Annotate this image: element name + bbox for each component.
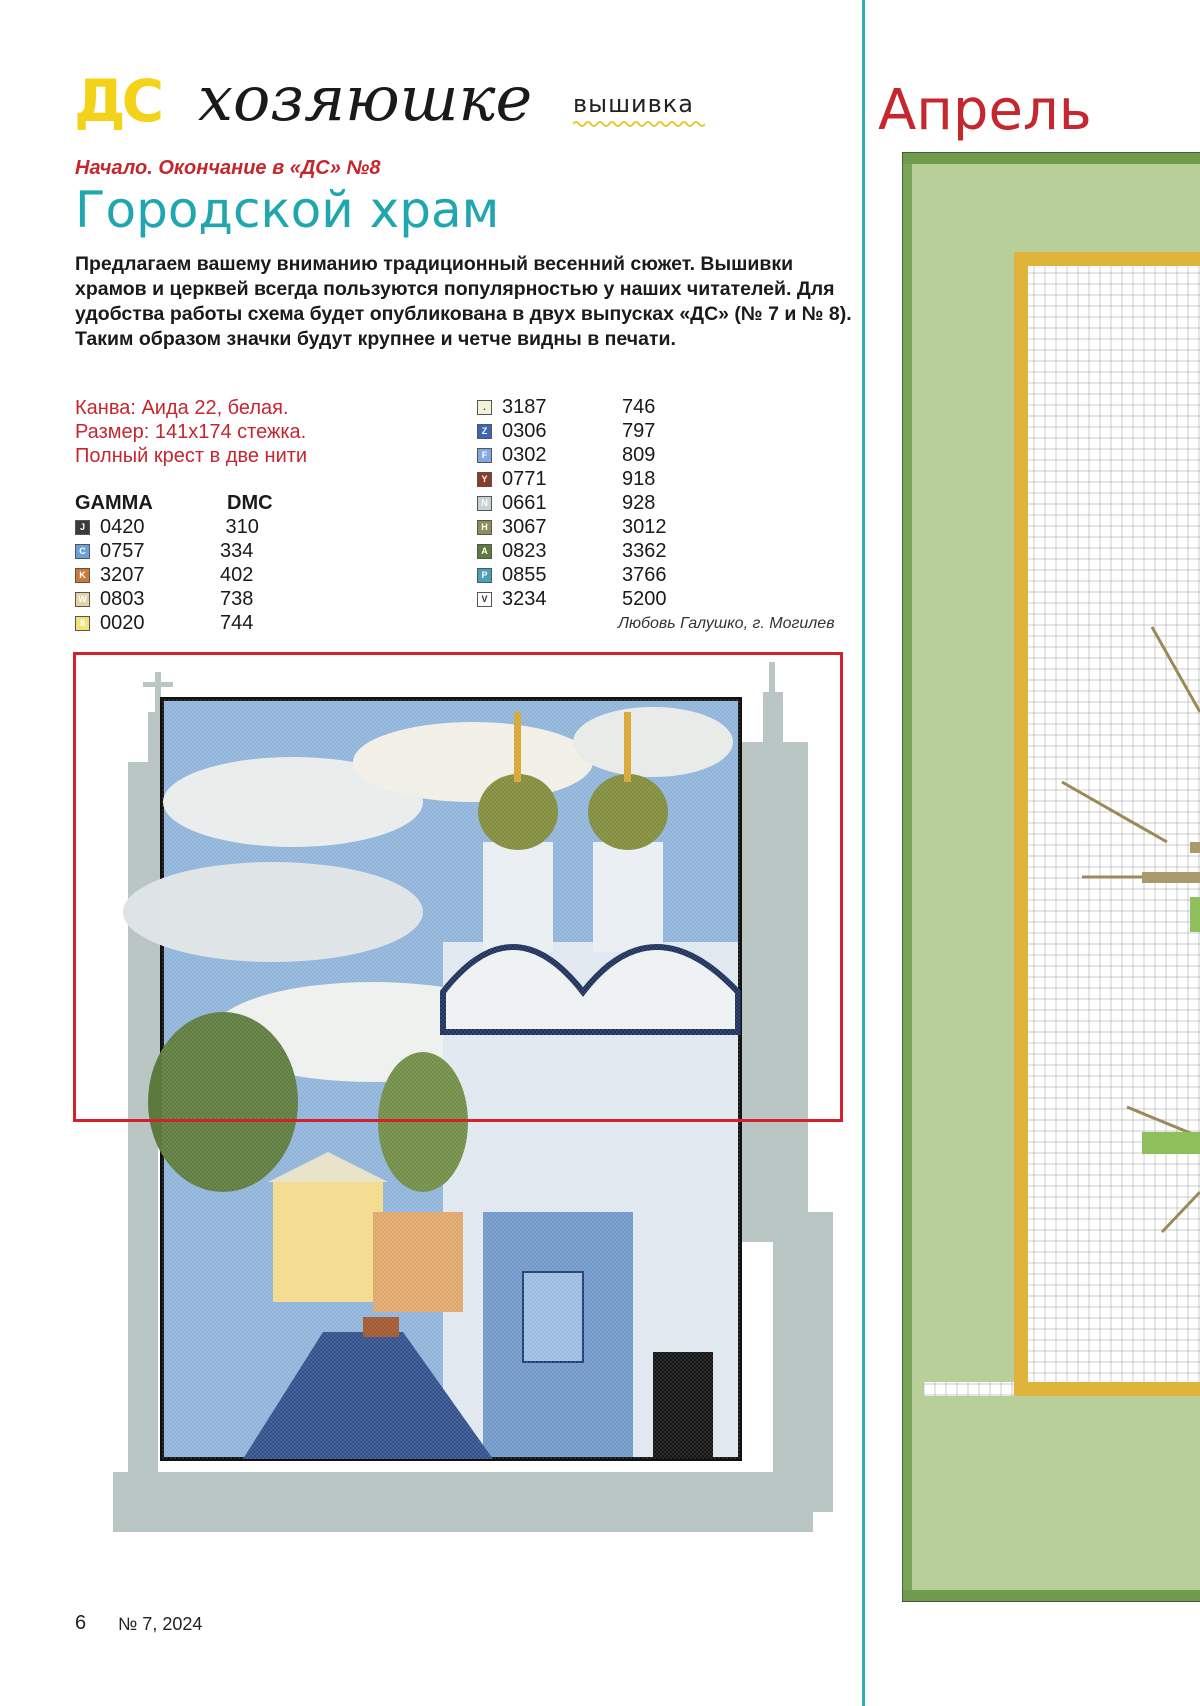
- legend-row: [75, 611, 259, 635]
- legend-list-right: [477, 395, 667, 611]
- legend-gamma-code: 0306: [502, 419, 547, 442]
- legend-gamma-code: 0661: [502, 491, 547, 514]
- legend-symbol: K: [75, 568, 90, 583]
- canvas-info: Канва: Аида 22, белая.: [75, 397, 289, 419]
- author-credit: Любовь Галушко, г. Могилев: [618, 615, 835, 632]
- legend-symbol: C: [75, 544, 90, 559]
- legend-dmc-code: 744: [220, 611, 254, 634]
- legend-dmc-code: 3362: [622, 539, 667, 562]
- legend-symbol: F: [477, 448, 492, 463]
- legend-symbol: V: [477, 592, 492, 607]
- page-number: 6: [75, 1612, 87, 1634]
- legend-symbol: W: [75, 592, 90, 607]
- page-divider: [862, 0, 865, 1706]
- legend-row: [477, 491, 667, 515]
- legend-symbol: .: [477, 400, 492, 415]
- legend-dmc-code: 334: [220, 539, 254, 562]
- legend-gamma-code: 3234: [502, 587, 547, 610]
- cross-stitch-chart: [902, 152, 1200, 1602]
- section-label: вышивка: [573, 90, 694, 118]
- legend-gamma-code: 0823: [502, 539, 547, 562]
- legend-gamma-code: 3207: [100, 563, 145, 586]
- magazine-logo-ds: ДС: [74, 67, 161, 135]
- legend-gamma-code: 0020: [100, 611, 145, 634]
- legend-header: [75, 492, 273, 515]
- legend-dmc-code: 738: [220, 587, 254, 610]
- legend-symbol: Y: [477, 472, 492, 487]
- legend-row: [75, 563, 259, 587]
- legend-list-left: [75, 515, 259, 635]
- legend-dmc-code: 797: [622, 419, 656, 442]
- size-info: Размер: 141x174 стежка.: [75, 421, 307, 443]
- legend-gamma-code: 0302: [502, 443, 547, 466]
- legend-symbol: P: [477, 568, 492, 583]
- legend-dmc-code: 3012: [622, 515, 667, 538]
- legend-dmc-code: 746: [622, 395, 656, 418]
- legend-dmc-code: 310: [220, 515, 259, 538]
- legend-gamma-code: 0771: [502, 467, 547, 490]
- legend-dmc-code: 402: [220, 563, 254, 586]
- legend-dmc-code: 918: [622, 467, 656, 490]
- scheme-part-highlight: [73, 652, 843, 1122]
- legend-symbol: A: [477, 544, 492, 559]
- legend-row: [477, 563, 667, 587]
- legend-symbol: H: [477, 520, 492, 535]
- legend-dmc-code: 3766: [622, 563, 667, 586]
- legend-row: [477, 539, 667, 563]
- legend-symbol: 8: [75, 616, 90, 631]
- issue-number: № 7, 2024: [118, 1614, 203, 1634]
- legend-symbol: J: [75, 520, 90, 535]
- legend-gamma-code: 0757: [100, 539, 145, 562]
- legend-row: [477, 419, 667, 443]
- legend-row: [477, 467, 667, 491]
- legend-symbol: Z: [477, 424, 492, 439]
- stitch-info: Полный крест в две нити: [75, 445, 308, 467]
- legend-row: [477, 443, 667, 467]
- legend-gamma-code: 0420: [100, 515, 145, 538]
- legend-row: [477, 515, 667, 539]
- wavy-underline-decoration: [573, 120, 705, 128]
- legend-dmc-code: 928: [622, 491, 656, 514]
- legend-header-dmc: DMC: [227, 492, 273, 514]
- article-intro: Предлагаем вашему вниманию традиционный весенний сюжет. Вышивки храмов и церквей всегда пользуются популярностью у наших читателей. Для удобства работы схема будет опубликована в двух выпусках «ДС» (№ 7 и № 8). Таким образом значки будут крупнее и четче видны в печати.: [75, 253, 852, 350]
- legend-gamma-code: 3187: [502, 395, 547, 418]
- legend-row: [75, 587, 259, 611]
- legend-gamma-code: 0803: [100, 587, 145, 610]
- legend-row: [75, 539, 259, 563]
- legend-row: [477, 395, 667, 419]
- scheme-month-title: Апрель: [878, 78, 1092, 143]
- legend-gamma-code: 0855: [502, 563, 547, 586]
- article-title: Городской храм: [75, 181, 500, 239]
- legend-row: [477, 587, 667, 611]
- legend-header-gamma: GAMMA: [75, 492, 153, 514]
- legend-gamma-code: 3067: [502, 515, 547, 538]
- article-subtitle: Начало. Окончание в «ДС» №8: [75, 157, 381, 179]
- magazine-logo-word: хозяюшке: [198, 62, 533, 135]
- legend-symbol: N: [477, 496, 492, 511]
- legend-row: [75, 515, 259, 539]
- legend-dmc-code: 809: [622, 443, 656, 466]
- legend-dmc-code: 5200: [622, 587, 667, 610]
